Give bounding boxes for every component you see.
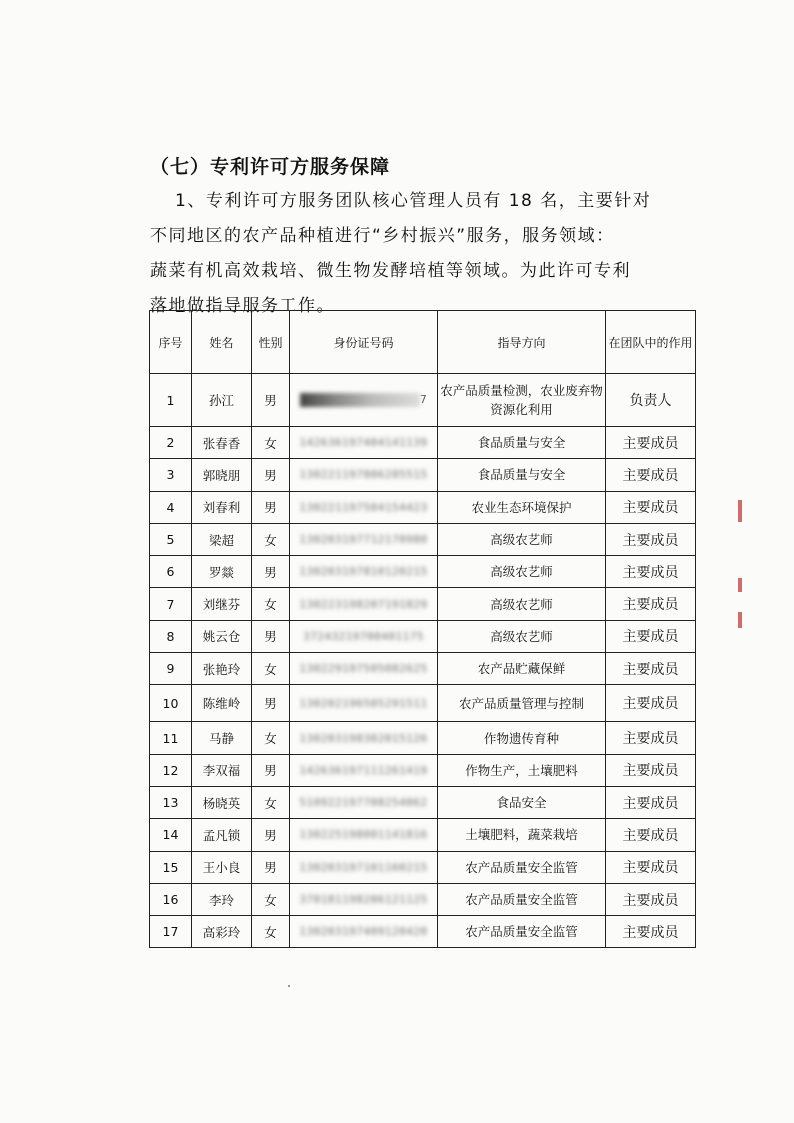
table-row [150, 459, 696, 491]
cell-name: 孟凡锁 [192, 819, 252, 851]
cell-id [290, 588, 438, 620]
cell-id [290, 653, 438, 685]
cell-no: 10 [150, 685, 192, 722]
id-value: 130221197504154423 [299, 500, 428, 514]
cell-id [290, 523, 438, 555]
redaction-mark [300, 393, 420, 407]
id-value: 130223198207191829 [299, 597, 428, 611]
cell-sex: 女 [252, 523, 290, 555]
id-tail: 7 [419, 393, 428, 406]
header-role: 在团队中的作用 [606, 311, 696, 374]
header-id: 身份证号码 [290, 311, 438, 374]
cell-id [290, 685, 438, 722]
table-row [150, 491, 696, 523]
cell-id [290, 427, 438, 459]
cell-name: 杨晓英 [192, 786, 252, 818]
cell-role: 主要成员 [606, 588, 696, 620]
table-row [150, 556, 696, 588]
cell-role: 主要成员 [606, 427, 696, 459]
table-row [150, 523, 696, 555]
cell-no: 5 [150, 523, 192, 555]
cell-direction: 食品安全 [438, 786, 606, 818]
cell-role: 主要成员 [606, 851, 696, 883]
cell-no: 13 [150, 786, 192, 818]
cell-sex: 男 [252, 491, 290, 523]
cell-sex: 男 [252, 620, 290, 652]
cell-id [290, 620, 438, 652]
cell-role: 主要成员 [606, 491, 696, 523]
cell-no: 14 [150, 819, 192, 851]
cell-name: 梁超 [192, 523, 252, 555]
header-name: 姓名 [192, 311, 252, 374]
cell-no: 17 [150, 916, 192, 948]
intro-line: 不同地区的农产品种植进行“乡村振兴”服务，服务领域： [150, 226, 615, 246]
id-value: 130203197101160215 [299, 860, 428, 874]
cell-role: 主要成员 [606, 556, 696, 588]
cell-id [290, 459, 438, 491]
cell-no: 9 [150, 653, 192, 685]
scan-speck [288, 985, 290, 987]
table-row [150, 916, 696, 948]
cell-name: 孙江 [192, 374, 252, 427]
cell-direction: 高级农艺师 [438, 523, 606, 555]
intro-line: 蔬菜有机高效栽培、微生物发酵培植等领域。为此许可专利 [150, 261, 631, 281]
cell-no: 7 [150, 588, 192, 620]
staff-table [149, 310, 696, 948]
cell-role: 主要成员 [606, 819, 696, 851]
cell-direction: 作物生产，土壤肥料 [438, 754, 606, 786]
cell-name: 李双福 [192, 754, 252, 786]
cell-sex: 男 [252, 685, 290, 722]
intro-line: 1、专利许可方服务团队核心管理人员有 18 名，主要针对 [175, 191, 652, 211]
cell-role: 主要成员 [606, 754, 696, 786]
cell-no: 15 [150, 851, 192, 883]
cell-role: 主要成员 [606, 685, 696, 722]
cell-role: 主要成员 [606, 620, 696, 652]
cell-role: 主要成员 [606, 459, 696, 491]
intro-line: 落地做指导服务工作。 [150, 296, 335, 316]
cell-id [290, 374, 438, 427]
cell-sex: 女 [252, 883, 290, 915]
table-row [150, 851, 696, 883]
cell-no: 3 [150, 459, 192, 491]
cell-sex: 女 [252, 588, 290, 620]
cell-direction: 农产品质量安全监管 [438, 916, 606, 948]
id-value: 130203197712170980 [299, 533, 428, 547]
header-direction: 指导方向 [438, 311, 606, 374]
cell-name: 王小良 [192, 851, 252, 883]
cell-sex: 女 [252, 786, 290, 818]
id-value: 370181198206121125 [299, 893, 428, 906]
cell-name: 陈维岭 [192, 685, 252, 722]
cell-no: 16 [150, 883, 192, 915]
cell-no: 11 [150, 722, 192, 754]
header-no: 序号 [150, 311, 192, 374]
id-value: 130221197806285515 [299, 468, 428, 482]
cell-name: 郭晓朋 [192, 459, 252, 491]
cell-sex: 女 [252, 653, 290, 685]
id-value: 142636197111261419 [299, 763, 428, 777]
cell-no: 8 [150, 620, 192, 652]
cell-sex: 女 [252, 722, 290, 754]
table-row [150, 819, 696, 851]
cell-sex: 女 [252, 916, 290, 948]
cell-direction: 高级农艺师 [438, 620, 606, 652]
cell-no: 1 [150, 374, 192, 427]
cell-name: 罗燚 [192, 556, 252, 588]
cell-sex: 男 [252, 819, 290, 851]
cell-role: 主要成员 [606, 653, 696, 685]
cell-direction: 食品质量与安全 [438, 427, 606, 459]
table-row [150, 883, 696, 915]
intro-paragraph [150, 184, 650, 324]
cell-direction: 农产品质量检测，农业废弃物资源化利用 [438, 374, 606, 427]
cell-sex: 男 [252, 851, 290, 883]
id-value: 130203197409120420 [299, 925, 428, 939]
cell-direction: 农业生态环境保护 [438, 491, 606, 523]
page-edge-stamp-mark [738, 612, 742, 628]
cell-direction: 农产品质量安全监管 [438, 883, 606, 915]
cell-role: 主要成员 [606, 722, 696, 754]
cell-role: 主要成员 [606, 916, 696, 948]
id-value: 37243219700401175 [302, 629, 425, 643]
id-value: 142636197404141139 [299, 436, 428, 450]
cell-direction: 作物遗传育种 [438, 722, 606, 754]
cell-name: 张春香 [192, 427, 252, 459]
cell-sex: 男 [252, 459, 290, 491]
table-row [150, 374, 696, 427]
cell-direction: 农产品贮藏保鲜 [438, 653, 606, 685]
cell-name: 高彩玲 [192, 916, 252, 948]
cell-role: 主要成员 [606, 883, 696, 915]
cell-name: 刘继芬 [192, 588, 252, 620]
table-row [150, 754, 696, 786]
cell-role: 负责人 [606, 374, 696, 427]
section-title: （七）专利许可方服务保障 [150, 156, 391, 178]
page-edge-stamp-mark [738, 500, 742, 522]
cell-direction: 高级农艺师 [438, 556, 606, 588]
page-edge-stamp-mark [738, 578, 742, 592]
cell-no: 12 [150, 754, 192, 786]
id-value: 130202196505291511 [299, 696, 428, 710]
cell-sex: 男 [252, 556, 290, 588]
cell-direction: 土壤肥料，蔬菜栽培 [438, 819, 606, 851]
cell-id [290, 916, 438, 948]
cell-name: 刘春利 [192, 491, 252, 523]
cell-name: 李玲 [192, 883, 252, 915]
cell-id [290, 851, 438, 883]
cell-direction: 食品质量与安全 [438, 459, 606, 491]
id-value: 130203198302015126 [299, 731, 428, 745]
cell-direction: 高级农艺师 [438, 588, 606, 620]
cell-role: 主要成员 [606, 786, 696, 818]
cell-name: 马静 [192, 722, 252, 754]
cell-no: 4 [150, 491, 192, 523]
id-value: 510922197708254062 [299, 796, 428, 810]
cell-id [290, 722, 438, 754]
table-row [150, 427, 696, 459]
cell-direction: 农产品质量管理与控制 [438, 685, 606, 722]
table-row [150, 786, 696, 818]
table-row [150, 685, 696, 722]
cell-role: 主要成员 [606, 523, 696, 555]
cell-id [290, 883, 438, 915]
table-row [150, 653, 696, 685]
table-row [150, 620, 696, 652]
table-row [150, 588, 696, 620]
cell-direction: 农产品质量安全监管 [438, 851, 606, 883]
header-sex: 性别 [252, 311, 290, 374]
cell-sex: 女 [252, 427, 290, 459]
table-row [150, 722, 696, 754]
cell-id [290, 754, 438, 786]
cell-id [290, 786, 438, 818]
cell-id [290, 556, 438, 588]
table-header-row [150, 311, 696, 374]
cell-name: 张艳玲 [192, 653, 252, 685]
id-value: 130225198001141816 [299, 828, 428, 842]
cell-id [290, 491, 438, 523]
cell-name: 姚云仓 [192, 620, 252, 652]
cell-sex: 男 [252, 374, 290, 427]
cell-no: 6 [150, 556, 192, 588]
id-value: 130203197810120215 [299, 565, 428, 579]
cell-no: 2 [150, 427, 192, 459]
id-value: 130229197505082625 [299, 662, 428, 676]
cell-sex: 男 [252, 754, 290, 786]
cell-id [290, 819, 438, 851]
